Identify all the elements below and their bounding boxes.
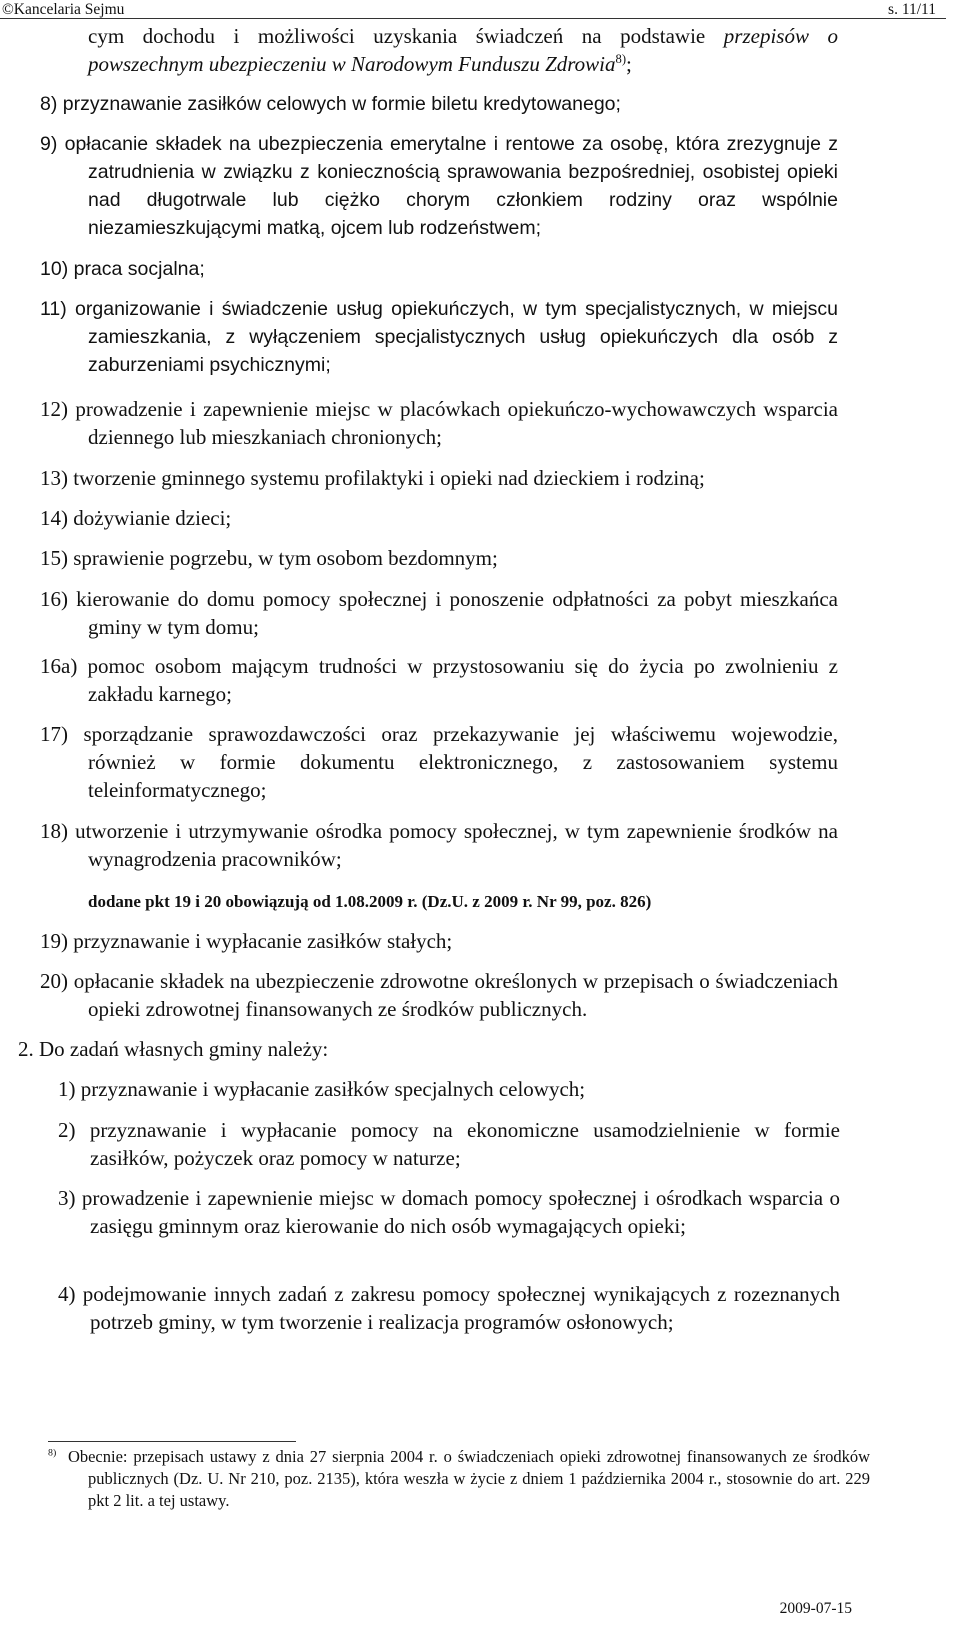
continued-paragraph: cym dochodu i możliwości uzyskania świadczeń na podstawie przepisów o powszechnym ubezpieczeniu w Narodowym Funduszu Zdrowia$^{8)}$; bbox=[88, 24, 838, 76]
publisher-label: ©Kancelaria Sejmu bbox=[2, 1, 125, 18]
point-15: 15) sprawienie pogrzebu, w tym osobom bezdomnym; bbox=[40, 546, 498, 570]
header-rule bbox=[0, 18, 946, 19]
section-2-point-1: 1) przyznawanie i wypłacanie zasiłków specjalnych celowych; bbox=[58, 1077, 586, 1101]
point-20: 20) opłacanie składek na ubezpieczenie zdrowotne określonych w przepisach o świadczeniach opieki zdrowotnej finansowanych ze środków publicznych. bbox=[40, 969, 838, 1021]
section-2: 2. Do zadań własnych gminy należy: bbox=[18, 1037, 329, 1061]
point-16a: 16a) pomoc osobom mającym trudności w przystosowaniu się do życia po zwolnieniu z zakładu karnego; bbox=[40, 654, 838, 706]
footnote-rule bbox=[48, 1441, 296, 1442]
section-2-point-2: 2) przyznawanie i wypłacanie pomocy na ekonomiczne usamodzielnienie w formie zasiłków, pożyczek oraz pomocy w naturze; bbox=[58, 1118, 840, 1170]
point-11: 11) organizowanie i świadczenie usług opiekuńczych, w tym specjalistycznych, w miejscu zamieszkania, z wyłączeniem specjalistycznych usług opiekuńczych dla osób z zaburzeniami psychicznymi; bbox=[40, 298, 838, 376]
amendment-note: dodane pkt 19 i 20 obowiązują od 1.08.2009 r. (Dz.U. z 2009 r. Nr 99, poz. 826) bbox=[88, 892, 652, 911]
point-19: 19) przyznawanie i wypłacanie zasiłków stałych; bbox=[40, 929, 453, 953]
point-13: 13) tworzenie gminnego systemu profilaktyki i opieki nad dzieckiem i rodziną; bbox=[40, 466, 705, 490]
point-16: 16) kierowanie do domu pomocy społecznej i ponoszenie odpłatności za pobyt mieszkańca gminy w tym domu; bbox=[40, 587, 838, 639]
point-14: 14) dożywianie dzieci; bbox=[40, 506, 232, 530]
point-17: 17) sporządzanie sprawozdawczości oraz przekazywanie jej właściwemu wojewodzie, również w formie dokumentu elektronicznego, z zastosowaniem systemu teleinformatycznego; bbox=[40, 722, 838, 802]
point-18: 18) utworzenie i utrzymywanie ośrodka pomocy społecznej, w tym zapewnienie środków na wynagrodzenia pracowników; bbox=[40, 819, 838, 871]
point-9: 9) opłacanie składek na ubezpieczenia emerytalne i rentowe za osobę, która zrezygnuje z zatrudnienia w związku z koniecznością sprawowania bezpośredniej, osobistej opieki nad długotrwale lub ciężko chorym członkiem rodziny oraz wspólnie niezamieszkującymi matką, ojcem lub rodzeństwem; bbox=[40, 133, 838, 239]
footnote-text: Obecnie: przepisach ustawy z dnia 27 sierpnia 2004 r. o świadczeniach opieki zdrowotnej finansowanych ze środków publicznych (Dz. U. Nr 210, poz. 2135), która weszła w życie z dniem 1 października 2004 r., stosownie do art. 229 pkt 2 lit. a tej ustawy. bbox=[67, 1447, 870, 1510]
page-date: 2009-07-15 bbox=[779, 1600, 852, 1617]
footnote bbox=[48, 1446, 870, 1512]
page-number: s. 11/11 bbox=[888, 1, 936, 18]
page-header bbox=[0, 0, 960, 19]
point-10: 10) praca socjalna; bbox=[40, 258, 205, 280]
section-2-point-4: 4) podejmowanie innych zadań z zakresu pomocy społecznej wynikających z rozeznanych potrzeb gminy, w tym tworzenie i realizacja programów osłonowych; bbox=[58, 1282, 840, 1334]
point-8: 8) przyznawanie zasiłków celowych w formie biletu kredytowanego; bbox=[40, 93, 621, 115]
footnote-mark: 8) bbox=[48, 1447, 57, 1459]
point-12: 12) prowadzenie i zapewnienie miejsc w placówkach opiekuńczo-wychowawczych wsparcia dziennego lub mieszkaniach chronionych; bbox=[40, 397, 838, 449]
section-2-point-3: 3) prowadzenie i zapewnienie miejsc w domach pomocy społecznej i ośrodkach wsparcia o zasięgu gminnym oraz kierowanie do nich osób wymagających opieki; bbox=[58, 1186, 840, 1238]
